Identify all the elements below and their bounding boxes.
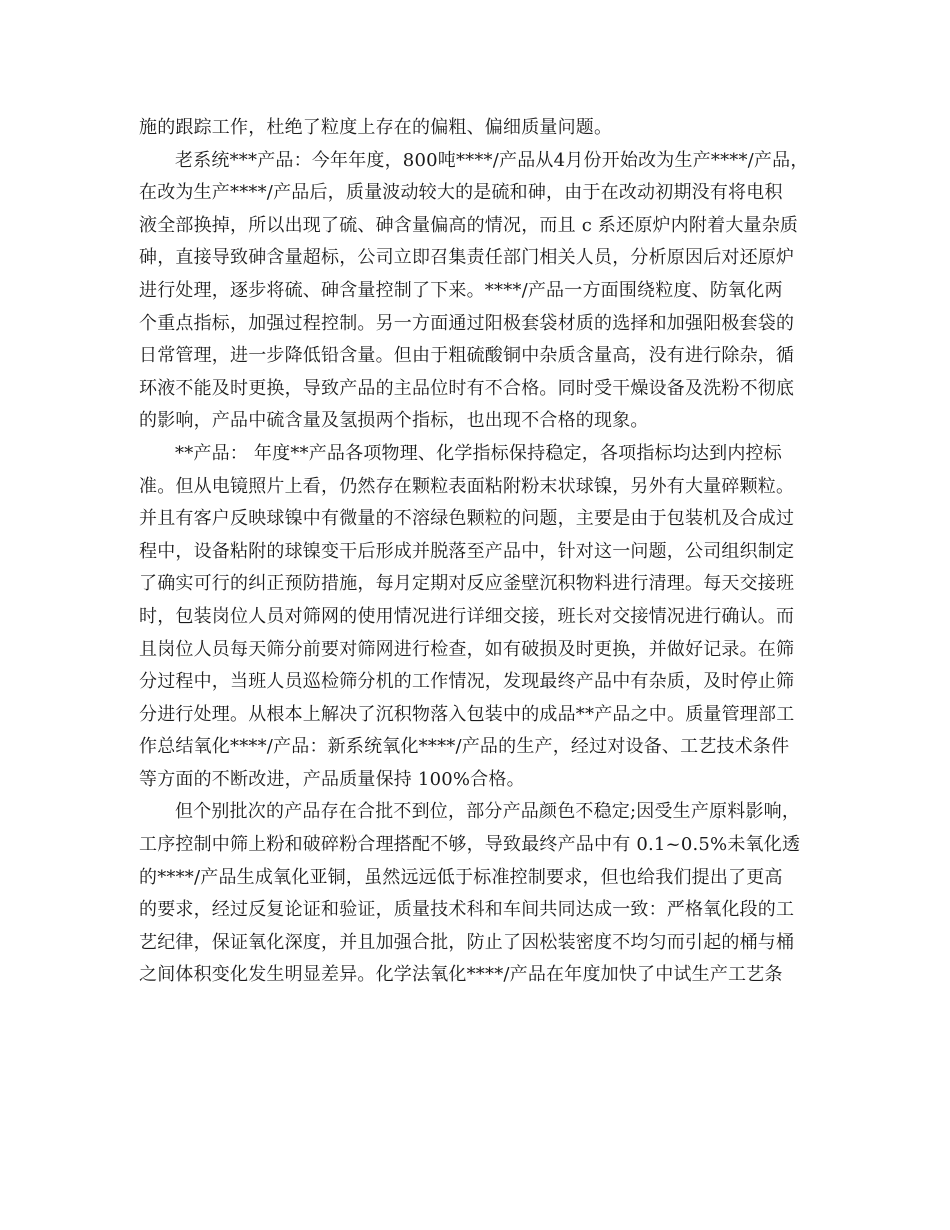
text-line: **产品： 年度**产品各项物理、化学指标保持稳定，各项指标均达到内控标 bbox=[175, 442, 782, 464]
paragraph bbox=[139, 796, 811, 992]
text-line: 老系统***产品：今年年度，800吨****/产品从4月份开始改为生产****/产品， bbox=[175, 149, 809, 171]
text-line: 进行处理，逐步将硫、砷含量控制了下来。****/产品一方面围绕粒度、防氧化两 bbox=[139, 279, 783, 301]
text-line: 程中，设备粘附的球镍变干后形成并脱落至产品中，针对这一问题，公司组织制定 bbox=[139, 540, 795, 562]
text-line: 作总结氧化****/产品：新系统氧化****/产品的生产，经过对设备、工艺技术条件 bbox=[139, 736, 790, 758]
text-line: 并且有客户反映球镍中有微量的不溶绿色颗粒的问题，主要是由于包装机及合成过 bbox=[139, 508, 795, 530]
text-line: 分过程中，当班人员巡检筛分机的工作情况，发现最终产品中有杂质，及时停止筛 bbox=[139, 671, 795, 693]
text-line: 日常管理，进一步降低铅含量。但由于粗硫酸铜中杂质含量高，没有进行除杂，循 bbox=[139, 345, 795, 367]
text-line: 砷，直接导致砷含量超标，公司立即召集责任部门相关人员，分析原因后对还原炉 bbox=[139, 247, 795, 269]
paragraph bbox=[139, 438, 811, 797]
text-line: 之间体积变化发生明显差异。化学法氧化****/产品在年度加快了中试生产工艺条 bbox=[139, 964, 783, 986]
text-line: 等方面的不断改进，产品质量保持 100%合格。 bbox=[139, 768, 525, 790]
text-line: 施的跟踪工作，杜绝了粒度上存在的偏粗、偏细质量问题。 bbox=[139, 117, 613, 138]
text-line: 液全部换掉，所以出现了硫、砷含量偏高的情况，而且 c 系还原炉内附着大量杂质 bbox=[139, 214, 799, 236]
paragraph bbox=[139, 112, 811, 145]
text-line: 了确实可行的纠正预防措施，每月定期对反应釜壁沉积物料进行清理。每天交接班 bbox=[139, 573, 795, 595]
paragraph bbox=[139, 145, 811, 438]
text-line: 在改为生产****/产品后，质量波动较大的是硫和砷，由于在改动初期没有将电积 bbox=[139, 182, 783, 204]
text-line: 分进行处理。从根本上解决了沉积物落入包装中的成品**产品之中。质量管理部工 bbox=[139, 703, 795, 725]
text-line: 的****/产品生成氧化亚铜，虽然远远低于标准控制要求，但也给我们提出了更高 bbox=[139, 866, 783, 888]
text-line: 个重点指标，加强过程控制。另一方面通过阳极套袋材质的选择和加强阳极套袋的 bbox=[139, 312, 795, 334]
text-line: 且岗位人员每天筛分前要对筛网进行检查，如有破损及时更换，并做好记录。在筛 bbox=[139, 638, 795, 660]
text-line: 艺纪律，保证氧化深度，并且加强合批，防止了因松装密度不均匀而引起的桶与桶 bbox=[139, 931, 795, 953]
text-line: 准。但从电镜照片上看，仍然存在颗粒表面粘附粉末状球镍，另外有大量碎颗粒。 bbox=[139, 475, 795, 497]
text-line: 时，包装岗位人员对筛网的使用情况进行详细交接，班长对交接情况进行确认。而 bbox=[139, 605, 795, 627]
text-line: 环液不能及时更换，导致产品的主品位时有不合格。同时受干燥设备及洗粉不彻底 bbox=[139, 377, 795, 399]
text-line: 工序控制中筛上粉和破碎粉合理搭配不够，导致最终产品中有 0.1~0.5%未氧化透 bbox=[139, 834, 801, 856]
text-line: 的要求，经过反复论证和验证，质量技术科和车间共同达成一致：严格氧化段的工 bbox=[139, 899, 795, 921]
text-line: 的影响，产品中硫含量及氢损两个指标，也出现不合格的现象。 bbox=[139, 410, 649, 432]
text-line: 但个别批次的产品存在合批不到位，部分产品颜色不稳定;因受生产原料影响， bbox=[175, 801, 801, 823]
document-body bbox=[139, 112, 811, 992]
